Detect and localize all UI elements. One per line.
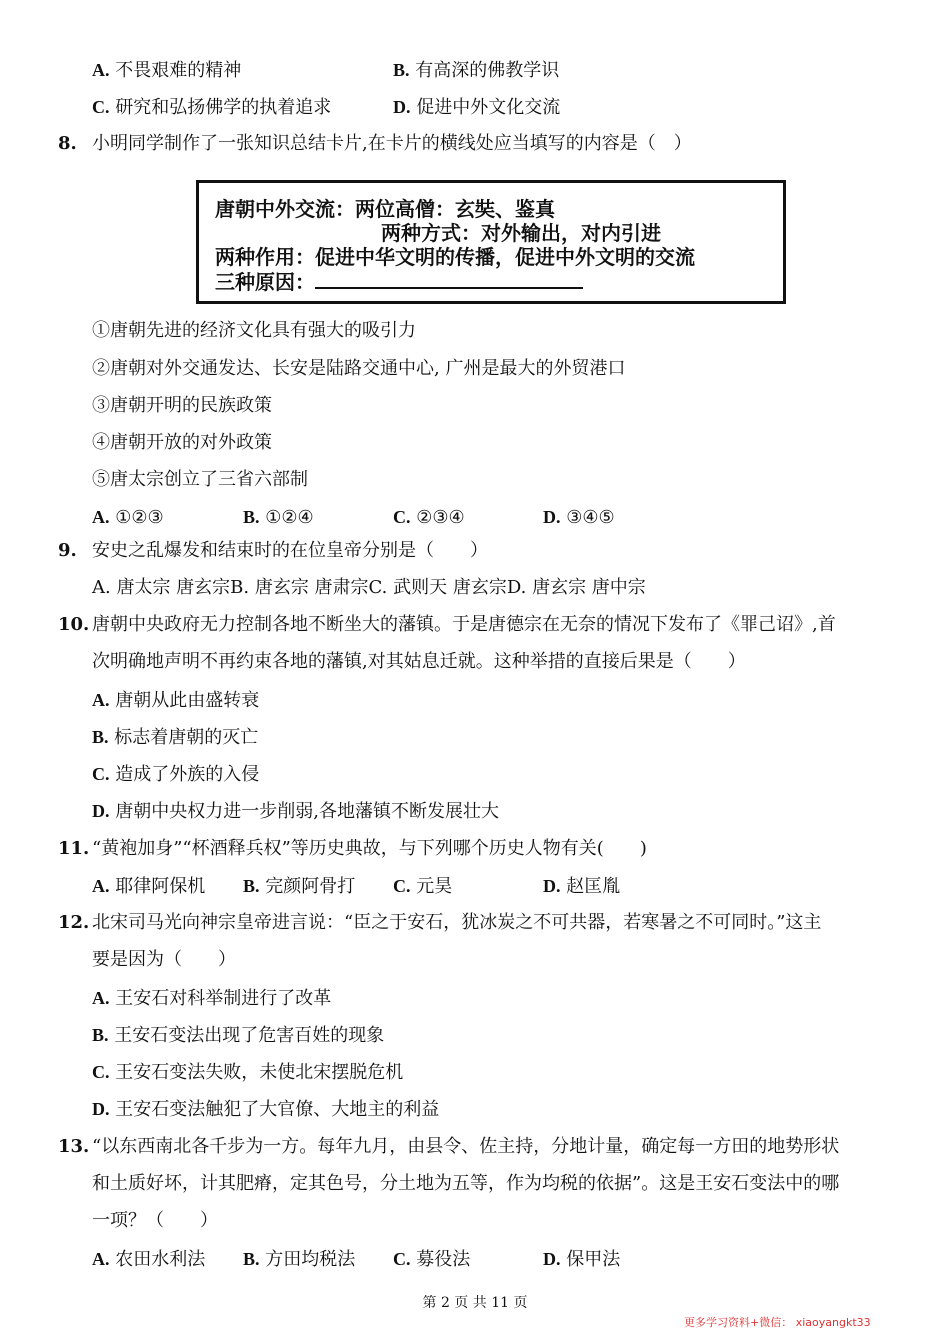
q8-option-a [92, 504, 164, 531]
option-label: C. [92, 764, 110, 784]
q10-stem-line-1: 唐朝中央政府无力控制各地不断坐大的藩镇。于是唐德宗在无奈的情况下发布了《罪己诏》,首 [92, 614, 836, 635]
q11-option-d [543, 873, 620, 900]
q8-item-1: ①唐朝先进的经济文化具有强大的吸引力 [92, 320, 416, 341]
q11-stem: “黄袍加身”“杯酒释兵权”等历史典故，与下列哪个历史人物有关( ) [92, 838, 647, 859]
option-label: A. [92, 507, 110, 527]
option-label: C. [393, 876, 411, 896]
option-label: A. [92, 988, 110, 1008]
q11-option-b [243, 873, 355, 900]
q12-option-a [92, 985, 331, 1012]
q7-option-b [393, 57, 559, 84]
option-label: B. [92, 727, 109, 747]
q11-option-a [92, 873, 205, 900]
option-text: 保甲法 [566, 1249, 621, 1270]
q8-item-3: ③唐朝开明的民族政策 [92, 395, 272, 416]
q8-item-2: ②唐朝对外交通发达、长安是陆路交通中心, 广州是最大的外贸港口 [92, 358, 626, 379]
q13-stem-line-2: 和土质好坏，计其肥瘠，定其色号，分土地为五等，作为均税的依据”。这是王安石变法中的哪 [92, 1173, 840, 1194]
option-text: ①②④ [265, 507, 314, 528]
q9-number: 9. [58, 540, 77, 561]
q13-stem-line-3: 一项？（ ） [92, 1210, 218, 1231]
option-text: 募役法 [416, 1249, 471, 1270]
q10-stem-line-2: 次明确地声明不再约束各地的藩镇,对其姑息迁就。这种举措的直接后果是（ ） [92, 651, 746, 672]
q10-option-a [92, 687, 259, 714]
q8-option-d [543, 504, 615, 531]
option-label: C. [92, 1062, 110, 1082]
q10-option-b [92, 724, 258, 751]
q13-option-a [92, 1246, 205, 1273]
option-label: B. [243, 1249, 260, 1269]
option-label: B. [393, 60, 410, 80]
q11-number: 11. [58, 838, 90, 859]
option-label: A. [92, 876, 110, 896]
knowledge-card [196, 180, 786, 304]
q8-number: 8. [58, 133, 77, 154]
option-text: 完颜阿骨打 [265, 876, 356, 897]
option-text: 王安石变法失败，未使北宋摆脱危机 [115, 1062, 404, 1083]
option-text: 王安石变法出现了危害百姓的现象 [114, 1025, 385, 1046]
q12-option-c [92, 1059, 403, 1086]
option-label: D. [92, 801, 110, 821]
card-line-1: 唐朝中外交流：两位高僧：玄奘、鉴真 [215, 197, 555, 221]
q8-stem: 小明同学制作了一张知识总结卡片,在卡片的横线处应当填写的内容是（ ） [92, 133, 692, 154]
q13-number: 13. [58, 1136, 90, 1157]
q12-number: 12. [58, 912, 90, 933]
q8-item-4: ④唐朝开放的对外政策 [92, 432, 272, 453]
promo-text: 更多学习资料+微信： xiaoyangkt33 [684, 1316, 871, 1329]
option-label: C. [393, 507, 411, 527]
q8-option-b [243, 504, 314, 531]
option-text: 赵匡胤 [566, 876, 621, 897]
option-text: 唐朝从此由盛转衰 [115, 690, 260, 711]
option-label: A. [92, 60, 110, 80]
q8-option-c [393, 504, 465, 531]
q7-option-d [393, 94, 560, 121]
option-label: D. [543, 876, 561, 896]
q13-option-b [243, 1246, 355, 1273]
option-label: A. [92, 690, 110, 710]
q13-option-d [543, 1246, 620, 1273]
card-line-2: 两种方式：对外输出，对内引进 [381, 221, 661, 245]
q12-stem-line-1: 北宋司马光向神宗皇帝进言说：“臣之于安石，犹冰炭之不可共器，若寒暑之不可同时。”这主 [92, 912, 822, 933]
option-label: B. [243, 507, 260, 527]
q10-option-d [92, 798, 499, 825]
q12-stem-line-2: 要是因为（ ） [92, 949, 236, 970]
option-label: B. [243, 876, 260, 896]
option-label: A. [92, 1249, 110, 1269]
card-line-4 [215, 269, 583, 294]
option-text: 方田均税法 [265, 1249, 356, 1270]
q8-item-5: ⑤唐太宗创立了三省六部制 [92, 469, 308, 490]
q7-option-a [92, 57, 241, 84]
q10-number: 10. [58, 614, 90, 635]
option-text: 促进中外文化交流 [416, 97, 561, 118]
option-label: D. [543, 1249, 561, 1269]
option-text: 有高深的佛教学识 [415, 60, 560, 81]
option-text: ③④⑤ [566, 507, 615, 528]
option-text: 王安石对科举制进行了改革 [115, 988, 332, 1009]
option-text: 元昊 [416, 876, 453, 897]
option-text: 标志着唐朝的灭亡 [114, 727, 259, 748]
option-text: ②③④ [416, 507, 465, 528]
q13-option-c [393, 1246, 470, 1273]
option-text: ①②③ [115, 507, 164, 528]
q9-options: A. 唐太宗 唐玄宗B. 唐玄宗 唐肃宗C. 武则天 唐玄宗D. 唐玄宗 唐中宗 [92, 577, 646, 598]
option-label: D. [393, 97, 411, 117]
option-text: 唐朝中央权力进一步削弱,各地藩镇不断发展壮大 [115, 801, 499, 822]
page-number: 第 2 页 共 11 页 [422, 1295, 528, 1311]
card-line-4-label: 三种原因： [215, 270, 315, 294]
option-text: 研究和弘扬佛学的执着追求 [115, 97, 332, 118]
q12-option-d [92, 1096, 439, 1123]
q11-option-c [393, 873, 452, 900]
option-text: 耶律阿保机 [115, 876, 206, 897]
card-line-3: 两种作用：促进中华文明的传播，促进中外文明的交流 [215, 245, 695, 269]
q7-option-c [92, 94, 331, 121]
option-text: 不畏艰难的精神 [115, 60, 242, 81]
option-text: 王安石变法触犯了大官僚、大地主的利益 [115, 1099, 440, 1120]
q12-option-b [92, 1022, 384, 1049]
option-label: D. [543, 507, 561, 527]
q9-stem: 安史之乱爆发和结束时的在位皇帝分别是（ ） [92, 540, 488, 561]
q10-option-c [92, 761, 259, 788]
option-text: 农田水利法 [115, 1249, 206, 1270]
option-text: 造成了外族的入侵 [115, 764, 260, 785]
option-label: B. [92, 1025, 109, 1045]
option-label: C. [92, 97, 110, 117]
option-label: D. [92, 1099, 110, 1119]
answer-blank [315, 269, 583, 289]
q13-stem-line-1: “以东西南北各千步为一方。每年九月，由县令、佐主持，分地计量，确定每一方田的地势形状 [92, 1136, 840, 1157]
option-label: C. [393, 1249, 411, 1269]
